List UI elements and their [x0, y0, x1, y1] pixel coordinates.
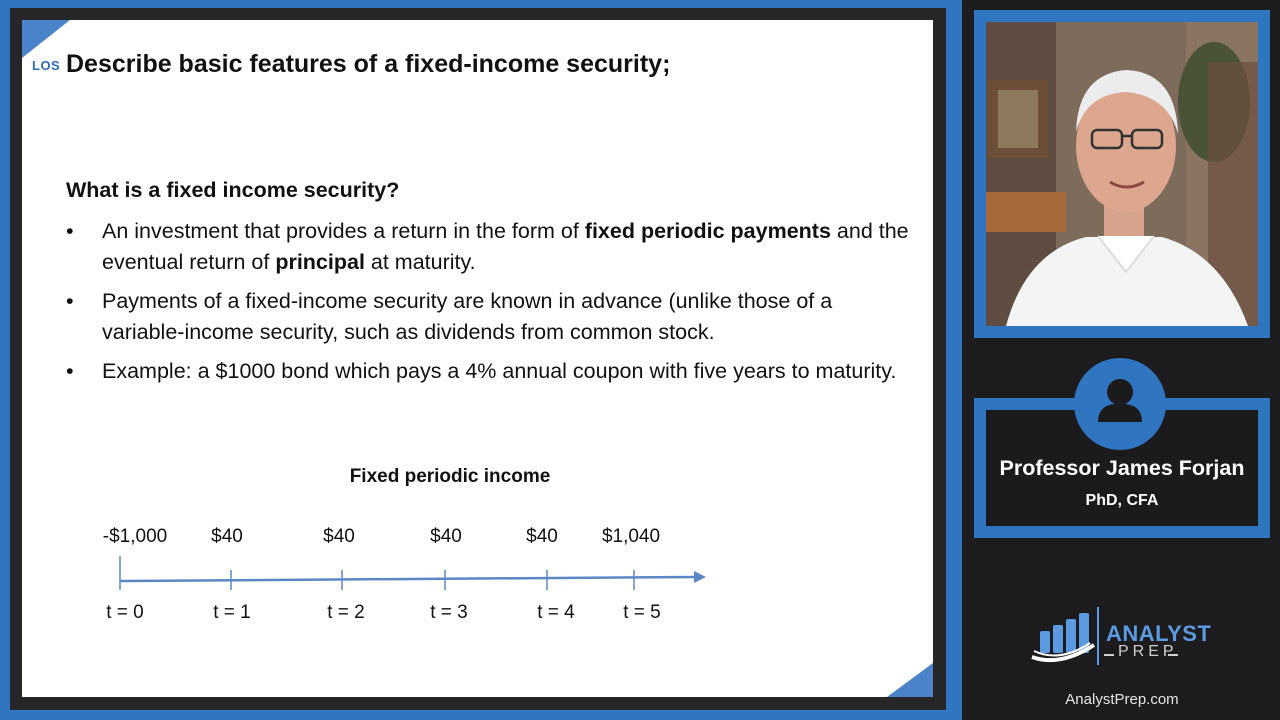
user-silhouette-icon	[1074, 358, 1166, 450]
cash-flow-label: $40	[430, 526, 462, 547]
corner-decoration-top-left	[22, 20, 70, 58]
slide-title: Describe basic features of a fixed-income security;	[66, 50, 671, 78]
bullet-marker: •	[66, 289, 74, 313]
bullet-marker: •	[66, 359, 74, 383]
brand-logo[interactable]	[1030, 605, 1212, 667]
period-label: t = 1	[213, 602, 251, 623]
avatar	[1074, 358, 1166, 450]
cash-flow-label: $40	[211, 526, 243, 547]
brand-url[interactable]: AnalystPrep.com	[1065, 691, 1179, 708]
bullet-text: An investment that provides a return in the form of	[102, 219, 585, 243]
los-tag: LOS	[32, 58, 61, 73]
bullet-item	[66, 216, 916, 278]
cash-flow-label: $40	[526, 526, 558, 547]
logo-text-prep: PREP	[1118, 643, 1178, 660]
cash-flow-label: $1,040	[601, 526, 661, 547]
corner-decoration-bottom-right	[887, 663, 933, 697]
period-label: t = 3	[430, 602, 468, 623]
timeline-title: Fixed periodic income	[349, 466, 551, 487]
presenter-credentials: PhD, CFA	[1085, 492, 1159, 509]
bullet-list	[66, 216, 916, 395]
bullet-text: and the eventual return of	[102, 219, 909, 274]
presenter-video-image	[986, 22, 1258, 326]
period-label: t = 4	[537, 602, 575, 623]
bullet-text: at maturity.	[364, 250, 476, 274]
logo-text-analyst: ANALYST	[1106, 621, 1212, 646]
section-heading: What is a fixed income security?	[66, 178, 400, 202]
video-frame	[974, 10, 1270, 338]
bullet-marker: •	[66, 219, 74, 243]
bullet-item	[66, 356, 916, 387]
timeline-arrowhead	[694, 571, 706, 583]
bullet-bold-text: fixed periodic payments	[584, 219, 831, 243]
period-label: t = 2	[327, 602, 365, 623]
period-label: t = 5	[623, 602, 661, 623]
bullet-text: Payments of a fixed-income security are known in advance (unlike those of a variable-income security, such as dividends from common stock.	[102, 289, 833, 344]
bullet-bold-text: principal	[275, 250, 365, 274]
period-label: t = 0	[106, 602, 144, 623]
slide	[22, 20, 933, 697]
cash-flow-label: $40	[323, 526, 355, 547]
bullet-text: Example: a $1000 bond which pays a 4% annual coupon with five years to maturity.	[102, 359, 897, 383]
cash-flow-label: -$1,000	[102, 526, 168, 547]
bullet-item	[66, 286, 916, 348]
timeline-axis	[120, 577, 698, 581]
presenter-name: Professor James Forjan	[999, 456, 1245, 480]
presenter-video[interactable]	[986, 22, 1258, 326]
